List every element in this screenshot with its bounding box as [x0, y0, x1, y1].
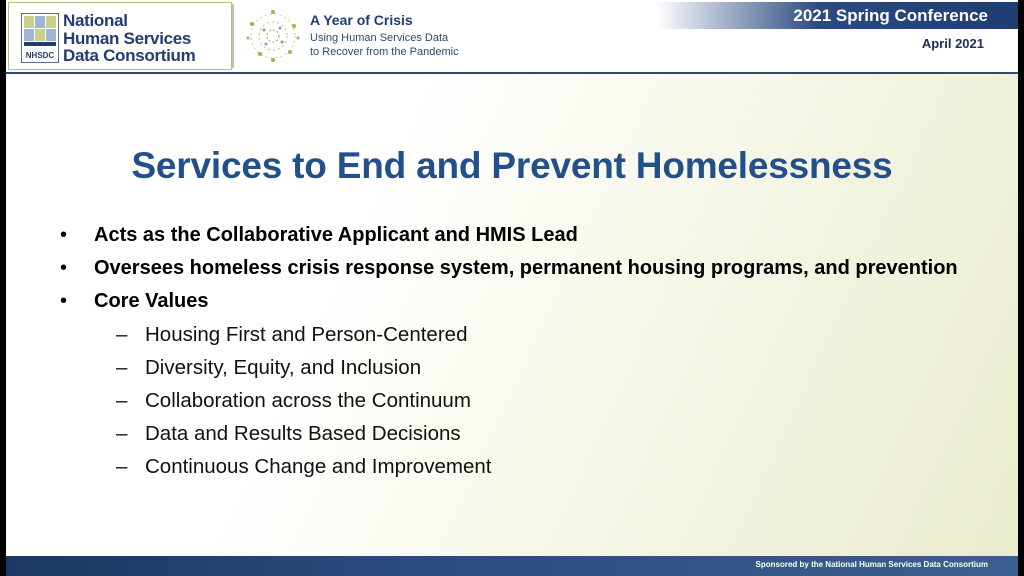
bullet-mark: •	[60, 224, 68, 246]
core-value-item	[50, 420, 990, 447]
logo-line-3: Data Consortium	[63, 46, 196, 65]
dotted-globe-icon	[240, 6, 306, 66]
conference-theme-subtitle-line: Using Human Services Data	[310, 32, 449, 44]
bullet-text: Core Values	[94, 290, 209, 312]
conference-banner	[656, 2, 1018, 29]
core-value-text: Collaboration across the Continuum	[145, 389, 471, 412]
conference-theme-title: A Year of Crisis	[310, 12, 413, 28]
core-value-text: Diversity, Equity, and Inclusion	[145, 356, 422, 379]
slide	[6, 0, 1018, 576]
logo-line-1: National	[63, 11, 128, 30]
bullet-item	[50, 288, 990, 315]
svg-text:NHSDC: NHSDC	[25, 51, 55, 60]
bullet-text: Acts as the Collaborative Applicant and HMIS Lead	[94, 224, 578, 246]
header-divider	[232, 4, 234, 68]
slide-title: Services to End and Prevent Homelessness	[131, 145, 893, 186]
logo-wordmark	[63, 12, 195, 65]
logo-line-2: Human Services	[63, 28, 192, 48]
conference-theme-subtitle	[310, 31, 459, 59]
bullet-item	[50, 255, 990, 282]
core-value-item	[50, 453, 990, 480]
bullet-mark: •	[60, 257, 68, 279]
nhsdc-logo	[8, 2, 232, 70]
conference-theme-subtitle-line: to Recover from the Pandemic	[310, 46, 459, 58]
core-value-text: Data and Results Based Decisions	[145, 422, 461, 445]
core-value-text: Housing First and Person-Centered	[145, 323, 468, 346]
core-value-item	[50, 354, 990, 381]
dash-mark: –	[116, 323, 128, 346]
bullet-mark: •	[60, 290, 68, 312]
dash-mark: –	[116, 455, 128, 478]
core-value-item	[50, 321, 990, 348]
conference-date: April 2021	[921, 36, 984, 51]
dash-mark: –	[116, 389, 128, 412]
dash-mark: –	[116, 356, 128, 379]
bullet-text: Oversees homeless crisis response system, permanent housing programs, and prevention	[94, 257, 958, 279]
core-value-item	[50, 387, 990, 414]
core-value-text: Continuous Change and Improvement	[145, 455, 492, 478]
dash-mark: –	[116, 422, 128, 445]
slide-header	[6, 0, 1018, 74]
conference-title: 2021 Spring Conference	[793, 6, 988, 25]
bullet-list	[50, 222, 990, 486]
slide-footer	[6, 556, 1018, 576]
bullet-item	[50, 222, 990, 249]
sponsor-text: Sponsored by the National Human Services Data Consortium	[755, 560, 988, 569]
nhsdc-logo-icon	[21, 13, 59, 63]
